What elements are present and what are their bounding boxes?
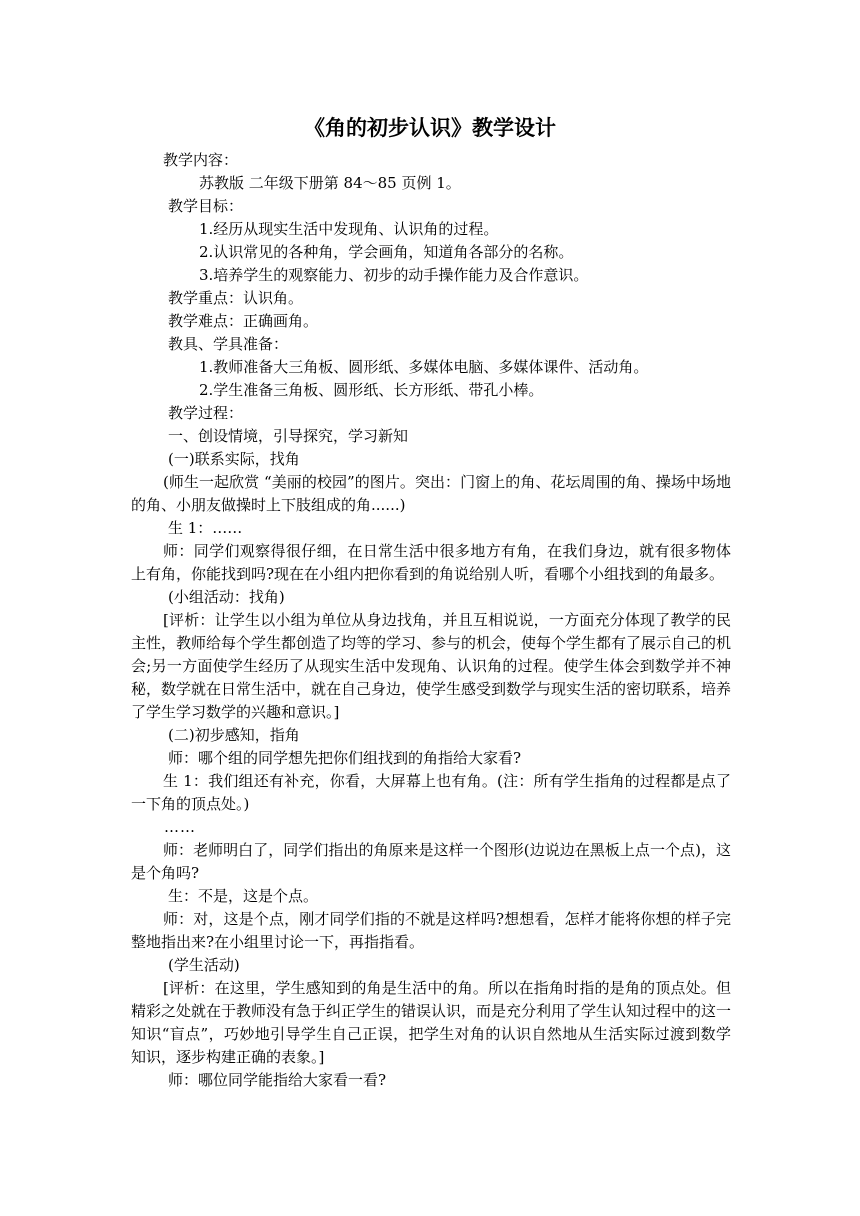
- document-body: [131, 149, 731, 1092]
- paragraph: 师：哪位同学能指给大家看一看?: [168, 1071, 387, 1089]
- document-title: 《角的初步认识》教学设计: [304, 115, 556, 140]
- list-item: 1.教师准备大三角板、圆形纸、多媒体电脑、多媒体课件、活动角。: [199, 358, 649, 376]
- heading-process: 教学过程：: [168, 404, 244, 422]
- subsection-heading: (一)联系实际，找角: [168, 450, 300, 468]
- paragraph: 师：同学们观察得很仔细，在日常生活中很多地方有角，在我们身边，就有很多物体上有角，你能找到吗?现在在小组内把你看到的角说给别人听，看哪个小组找到的角最多。: [131, 542, 731, 583]
- paragraph: 教学难点：正确画角。: [168, 312, 319, 330]
- commentary-paragraph: [评析：在这里，学生感知到的角是生活中的角。所以在指角时指的是角的顶点处。但精彩之处就在于教师没有急于纠正学生的错误认识，而是充分利用了学生认知过程中的这一知识“盲点”，巧妙地引导学生自己正误，把学生对角的认识自然地从生活实际过渡到数学知识，逐步构建正确的表象。]: [131, 979, 732, 1066]
- paragraph: 生 1：我们组还有补充，你看，大屏幕上也有角。(注：所有学生指角的过程都是点了一下角的顶点处。): [131, 772, 731, 813]
- paragraph: 苏教版 二年级下册第 84～85 页例 1。: [199, 174, 461, 192]
- list-item: 3.培养学生的观察能力、初步的动手操作能力及合作意识。: [199, 266, 589, 284]
- heading-materials: 教具、学具准备：: [168, 335, 289, 353]
- ellipsis-line: ……: [164, 818, 196, 836]
- heading-teaching-goals: 教学目标：: [168, 197, 244, 215]
- paragraph: (学生活动): [168, 956, 240, 974]
- list-item: 2.学生准备三角板、圆形纸、长方形纸、带孔小棒。: [199, 381, 544, 399]
- heading-teaching-content: 教学内容：: [163, 151, 239, 169]
- section-heading: 一、创设情境，引导探究，学习新知: [168, 427, 409, 445]
- paragraph: (小组活动：找角): [168, 588, 285, 606]
- list-item: 2.认识常见的各种角，学会画角，知道角各部分的名称。: [199, 243, 574, 261]
- paragraph: 生 1：……: [168, 519, 243, 537]
- paragraph: 师：哪个组的同学想先把你们组找到的角指给大家看?: [168, 749, 522, 767]
- paragraph: 师：老师明白了，同学们指出的角原来是这样一个图形(边说边在黑板上点一个点)，这是个角吗?: [131, 841, 731, 882]
- paragraph: 师：对，这是个点，刚才同学们指的不就是这样吗?想想看，怎样才能将你想的样子完整地指出来?在小组里讨论一下，再指指看。: [131, 910, 731, 951]
- paragraph: 教学重点：认识角。: [168, 289, 304, 307]
- subsection-heading: (二)初步感知，指角: [168, 726, 300, 744]
- commentary-paragraph: [评析：让学生以小组为单位从身边找角，并且互相说说，一方面充分体现了教学的民主性，教师给每个学生都创造了均等的学习、参与的机会，使每个学生都有了展示自己的机会;另一方面使学生经历了从现实生活中发现角、认识角的过程。使学生体会到数学并不神秘，数学就在日常生活中，就在自己身边，使学生感受到数学与现实生活的密切联系，培养了学生学习数学的兴趣和意识。]: [131, 611, 732, 721]
- paragraph: 生：不是，这是个点。: [168, 887, 319, 905]
- paragraph: (师生一起欣赏 “美丽的校园”的图片。突出：门窗上的角、花坛周围的角、操场中场地的角、小朋友做操时上下肢组成的角......): [131, 473, 731, 514]
- list-item: 1.经历从现实生活中发现角、认识角的过程。: [199, 220, 499, 238]
